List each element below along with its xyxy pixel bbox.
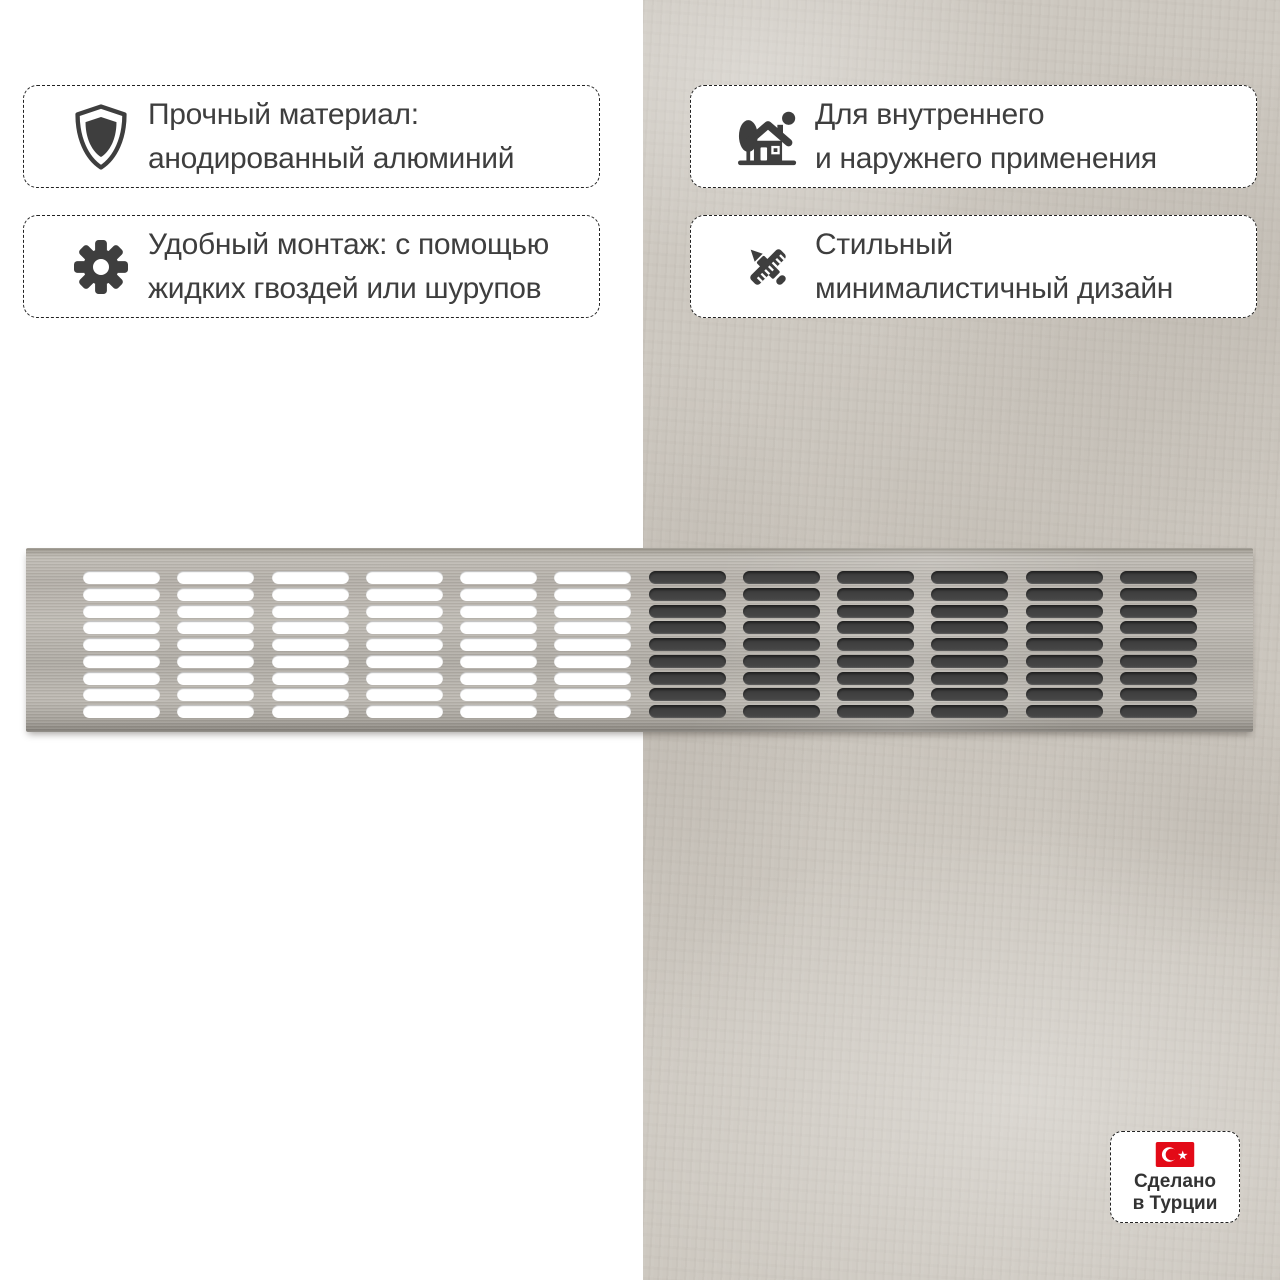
slot-group [743, 571, 820, 718]
vent-slot [1120, 672, 1197, 685]
vent-slot [649, 605, 726, 618]
feature-text-design [815, 223, 1173, 311]
vent-slot [366, 571, 443, 584]
vent-slot [177, 672, 254, 685]
svg-text:★: ★ [1177, 1147, 1189, 1162]
vent-slot [366, 672, 443, 685]
vent-slot [272, 571, 349, 584]
turkey-flag-icon [1155, 1142, 1195, 1167]
vent-slot [837, 605, 914, 618]
feature-line: минималистичный дизайн [815, 271, 1174, 305]
vent-slot [837, 688, 914, 701]
feature-line: Удобный монтаж: с помощью [148, 227, 549, 261]
vent-slot [837, 638, 914, 651]
vent-slot [177, 638, 254, 651]
vent-slot [272, 655, 349, 668]
vent-slot [743, 705, 820, 718]
vent-slot [554, 605, 631, 618]
vent-slot [366, 638, 443, 651]
vent-slot [460, 621, 537, 634]
vent-slot [837, 655, 914, 668]
vent-slot [837, 588, 914, 601]
vent-slot [1026, 621, 1103, 634]
vent-slot [272, 588, 349, 601]
vent-slot [83, 571, 160, 584]
vent-slot [1026, 705, 1103, 718]
vent-slot [1026, 655, 1103, 668]
feature-card-montage [23, 215, 600, 318]
vent-slot [1120, 655, 1197, 668]
vent-slot [1120, 571, 1197, 584]
vent-slot [366, 688, 443, 701]
made-in-turkey-badge [1110, 1131, 1240, 1223]
vent-slot [743, 588, 820, 601]
vent-slot [272, 621, 349, 634]
vent-slot [83, 655, 160, 668]
made-in-line: Сделано [1133, 1170, 1217, 1192]
vent-slot [1026, 605, 1103, 618]
vent-slot [366, 588, 443, 601]
vent-slot [460, 655, 537, 668]
vent-slot [1120, 605, 1197, 618]
slot-group [1026, 571, 1103, 718]
vent-slot [1120, 621, 1197, 634]
vent-slot [1026, 588, 1103, 601]
vent-slot [554, 571, 631, 584]
vent-slot [837, 571, 914, 584]
vent-slot [743, 688, 820, 701]
vent-slot [649, 705, 726, 718]
slot-group [554, 571, 631, 718]
vent-slot [931, 672, 1008, 685]
vent-slot [1120, 688, 1197, 701]
vent-slot [272, 688, 349, 701]
vent-slot [837, 705, 914, 718]
vent-slot [931, 705, 1008, 718]
vent-slot [931, 688, 1008, 701]
vent-slot [1026, 638, 1103, 651]
vent-slot [1120, 705, 1197, 718]
vent-slot [83, 605, 160, 618]
gear-icon [68, 240, 134, 294]
vent-slot [931, 638, 1008, 651]
feature-card-usage [690, 85, 1257, 188]
slot-group [931, 571, 1008, 718]
vent-slot [743, 672, 820, 685]
slot-group [837, 571, 914, 718]
house-icon [735, 107, 801, 167]
vent-slot [83, 621, 160, 634]
vent-slot [931, 655, 1008, 668]
vent-slot [931, 588, 1008, 601]
vent-slot [743, 638, 820, 651]
vent-slot [366, 605, 443, 618]
slot-group [366, 571, 443, 718]
feature-card-material [23, 85, 600, 188]
vent-slot [272, 705, 349, 718]
feature-text-usage [815, 93, 1157, 181]
feature-text-material [148, 93, 514, 181]
vent-slot [649, 655, 726, 668]
feature-line: анодированный алюминий [148, 141, 515, 175]
vent-slot [1026, 571, 1103, 584]
vent-slot [554, 688, 631, 701]
vent-slot [460, 672, 537, 685]
vent-slot [177, 588, 254, 601]
vent-slot [743, 621, 820, 634]
vent-slot [460, 638, 537, 651]
vent-slot [83, 588, 160, 601]
vent-slot [1120, 588, 1197, 601]
shield-icon [68, 104, 134, 170]
vent-slot [272, 672, 349, 685]
vent-slot [272, 605, 349, 618]
vent-slot [83, 638, 160, 651]
vent-slot [649, 638, 726, 651]
feature-line: Стильный [815, 227, 953, 261]
vent-slot [83, 672, 160, 685]
vent-slot [931, 605, 1008, 618]
vent-slot [366, 621, 443, 634]
vent-slot [931, 621, 1008, 634]
vent-slot [460, 705, 537, 718]
pencil-ruler-icon [735, 239, 801, 295]
slot-group [83, 571, 160, 718]
vent-slot [649, 621, 726, 634]
vent-slot [177, 705, 254, 718]
vent-slot [366, 705, 443, 718]
vent-slot [554, 588, 631, 601]
vent-slot [554, 621, 631, 634]
slot-group [649, 571, 726, 718]
vent-grille [26, 548, 1253, 732]
vent-slot [177, 688, 254, 701]
slot-group [272, 571, 349, 718]
feature-line: Для внутреннего [815, 97, 1045, 131]
vent-slot [554, 672, 631, 685]
vent-slot [272, 638, 349, 651]
vent-slot [366, 655, 443, 668]
feature-text-montage [148, 223, 549, 311]
feature-line: Прочный материал: [148, 97, 419, 131]
vent-slot [1026, 672, 1103, 685]
vent-slot [83, 705, 160, 718]
made-in-line: в Турции [1132, 1192, 1218, 1214]
vent-slot [177, 655, 254, 668]
vent-slot [1120, 638, 1197, 651]
vent-slot [649, 672, 726, 685]
vent-slot [743, 605, 820, 618]
vent-slot [649, 571, 726, 584]
vent-slot [177, 621, 254, 634]
vent-slot [460, 605, 537, 618]
vent-slot [554, 638, 631, 651]
feature-card-design [690, 215, 1257, 318]
vent-slot [837, 621, 914, 634]
vent-slot [554, 655, 631, 668]
vent-slot [931, 571, 1008, 584]
vent-slot [460, 571, 537, 584]
vent-slot [177, 605, 254, 618]
vent-slot [177, 571, 254, 584]
slot-group [177, 571, 254, 718]
vent-slot [83, 688, 160, 701]
feature-line: и наружнего применения [815, 141, 1157, 175]
slot-group [1120, 571, 1197, 718]
feature-line: жидких гвоздей или шурупов [148, 271, 542, 305]
vent-slot [460, 588, 537, 601]
vent-slot [837, 672, 914, 685]
vent-slot [460, 688, 537, 701]
vent-slot [743, 655, 820, 668]
slot-group [460, 571, 537, 718]
vent-slot [1026, 688, 1103, 701]
vent-slot [649, 688, 726, 701]
vent-slot [743, 571, 820, 584]
vent-slot [554, 705, 631, 718]
vent-slot [649, 588, 726, 601]
